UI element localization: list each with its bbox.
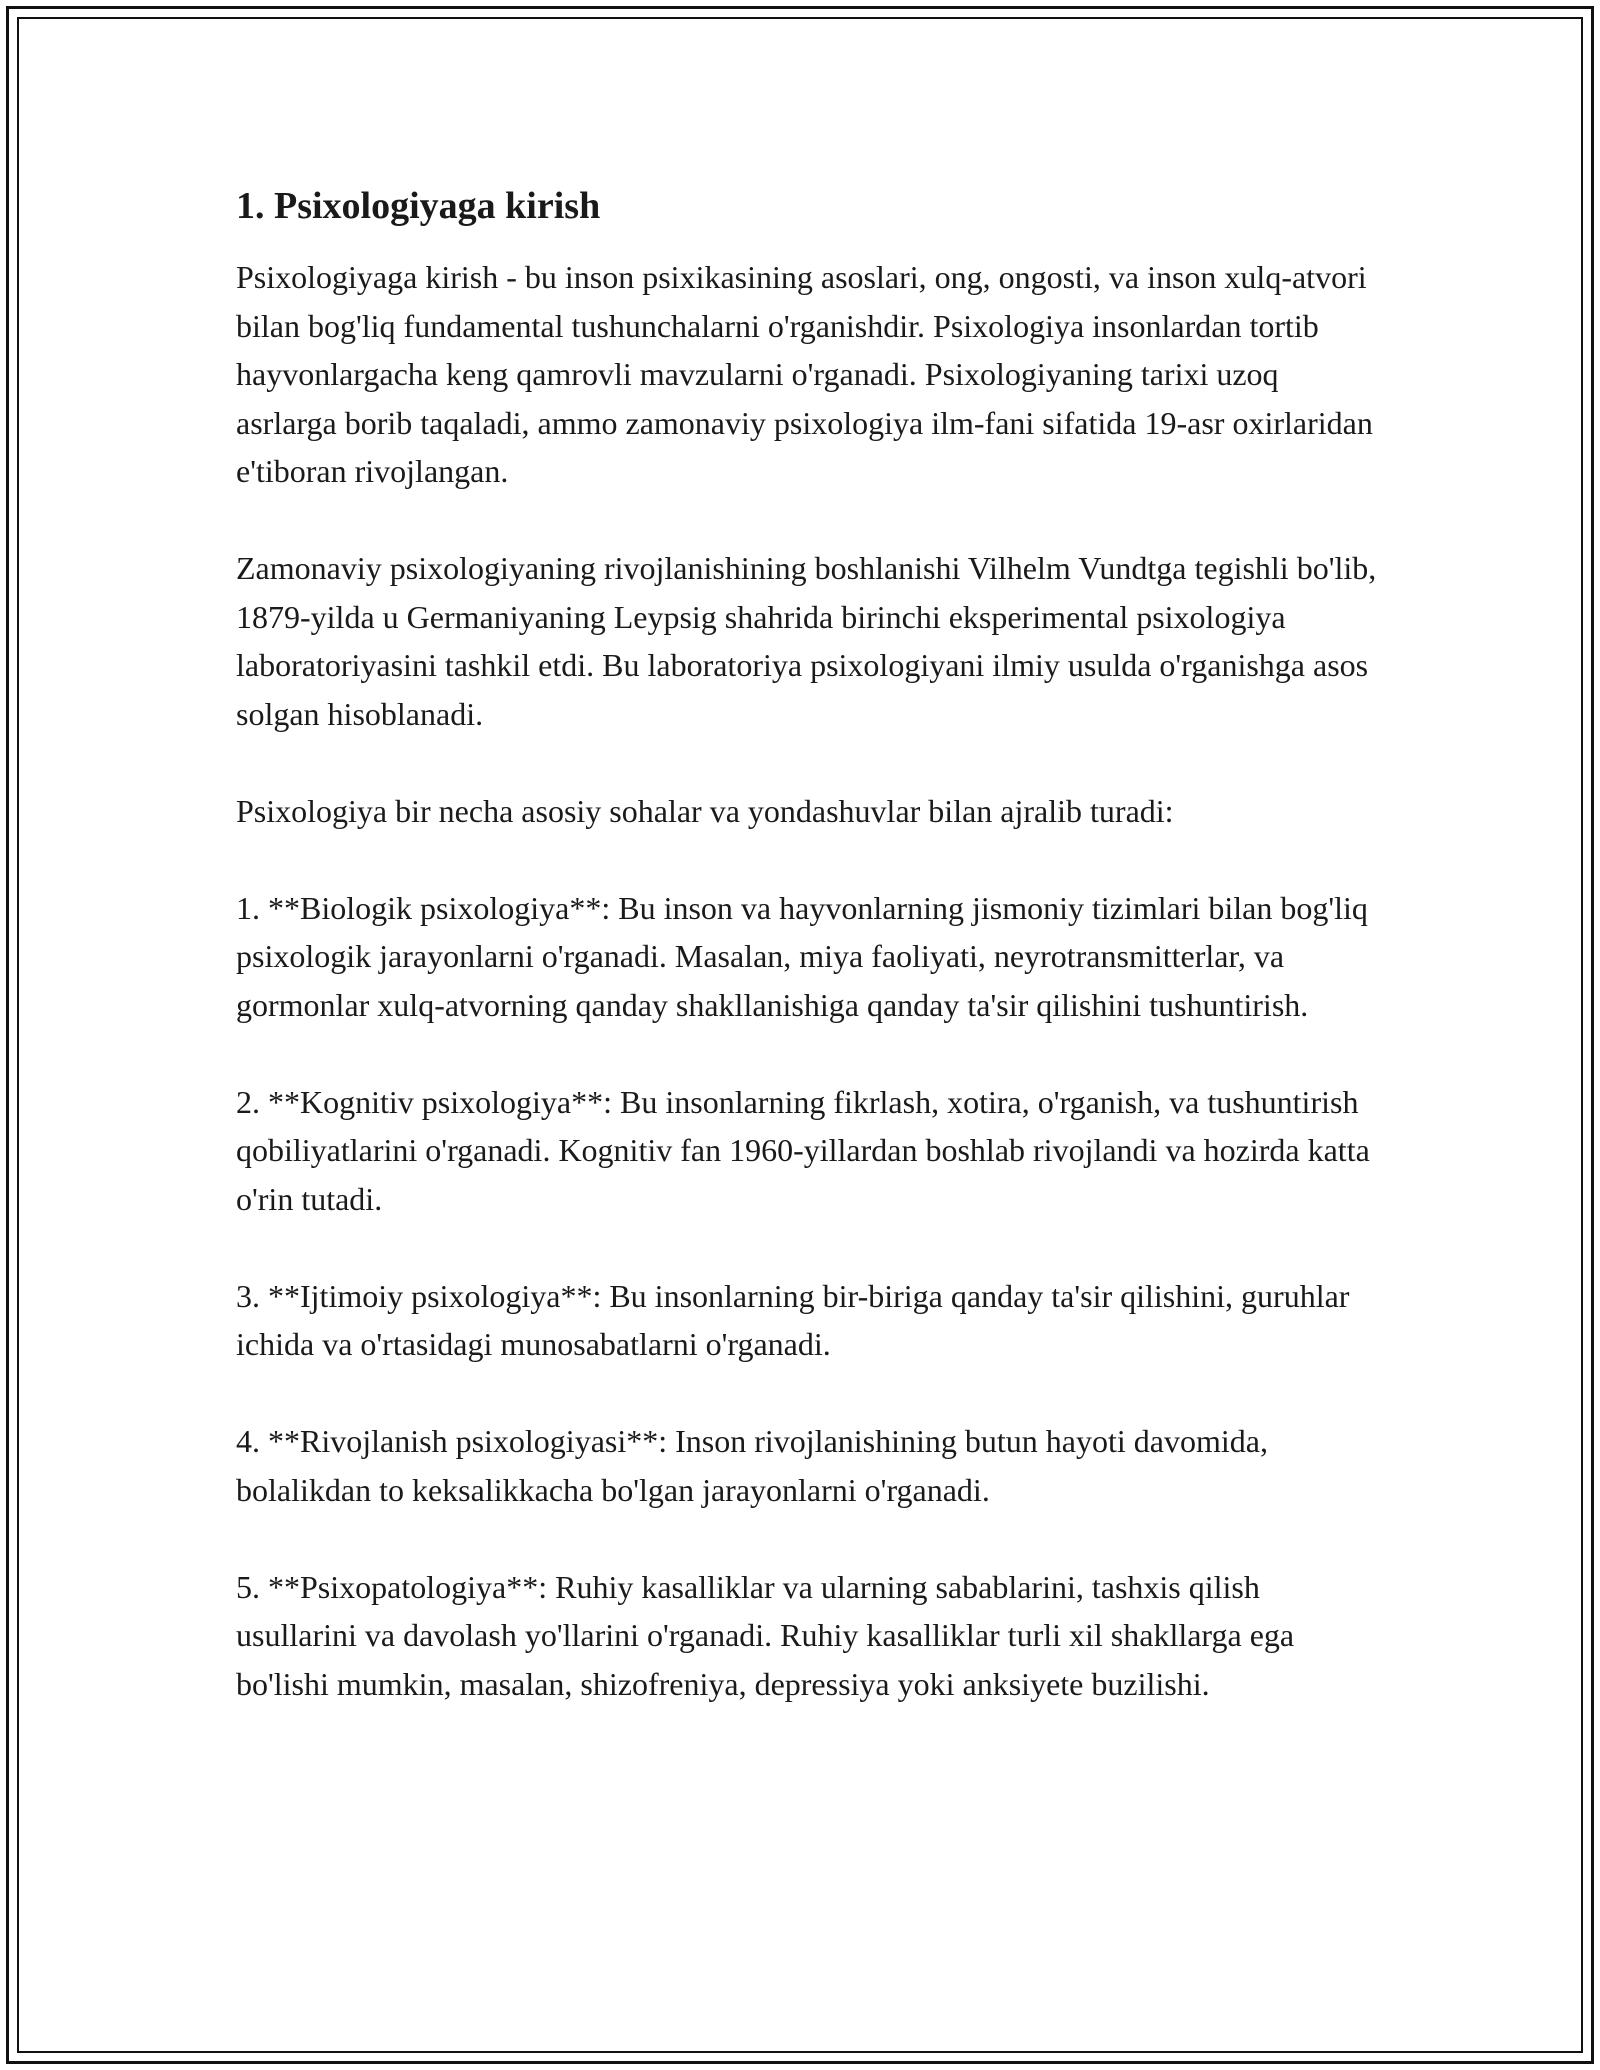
- list-item-cognitive: 2. **Kognitiv psixologiya**: Bu insonlarning fikrlash, xotira, o'rganish, va tushuntirish qobiliyatlarini o'rganadi. Kognitiv fan 1960-yillardan boshlab rivojlandi va hozirda katta o'rin tutadi.: [236, 1083, 1370, 1217]
- list-item-developmental: 4. **Rivojlanish psixologiyasi**: Inson rivojlanishining butun hayoti davomida, bolalikdan to keksalikkacha bo'lgan jarayonlarni o'rganadi.: [236, 1423, 1268, 1508]
- section-title: 1. Psixologiyaga kirish: [236, 185, 601, 227]
- paragraph-history: Zamonaviy psixologiyaning rivojlanishining boshlanishi Vilhelm Vundtga tegishli bo'lib, 1879-yilda u Germaniyaning Leypsig shahrida birinchi eksperimental psixologiya laboratoriyasini tashkil etdi. Bu laboratoriya psixologiyani ilmiy usulda o'rganishga asos solgan hisoblanadi.: [236, 550, 1377, 732]
- paragraph-fields-intro: Psixologiya bir necha asosiy sohalar va yondashuvlar bilan ajralib turadi:: [236, 792, 1174, 829]
- list-item-social: 3. **Ijtimoiy psixologiya**: Bu insonlarning bir-biriga qanday ta'sir qilishini, guruhlar ichida va o'rtasidagi munosabatlarni o'rganadi.: [236, 1277, 1350, 1363]
- list-item-psychopathology: 5. **Psixopatologiya**: Ruhiy kasalliklar va ularning sabablarini, tashxis qilish usullarini va davolash yo'llarini o'rganadi. Ruhiy kasalliklar turli xil shakllarga ega bo'lishi mumkin, masalan, shizofreniya, depressiya yoki anksiyete buzilishi.: [236, 1568, 1295, 1702]
- paragraph-intro: Psixologiyaga kirish - bu inson psixikasining asoslari, ong, ongosti, va inson xulq-atvori bilan bog'liq fundamental tushunchalarni o'rganishdir. Psixologiya insonlardan tortib hayvonlargacha keng qamrovli mavzularni o'rganadi. Psixologiyaning tarixi uzoq asrlarga borib taqaladi, ammo zamonaviy psixologiya ilm-fani sifatida 19-asr oxirlaridan e'tiboran rivojlangan.: [236, 259, 1373, 490]
- document-body: [236, 180, 1386, 1708]
- list-item-biological: 1. **Biologik psixologiya**: Bu inson va hayvonlarning jismoniy tizimlari bilan bog'liq psixologik jarayonlarni o'rganadi. Masalan, miya faoliyati, neyrotransmitterlar, va gormonlar xulq-atvorning qanday shakllanishiga qanday ta'sir qilishini tushuntirish.: [236, 889, 1368, 1023]
